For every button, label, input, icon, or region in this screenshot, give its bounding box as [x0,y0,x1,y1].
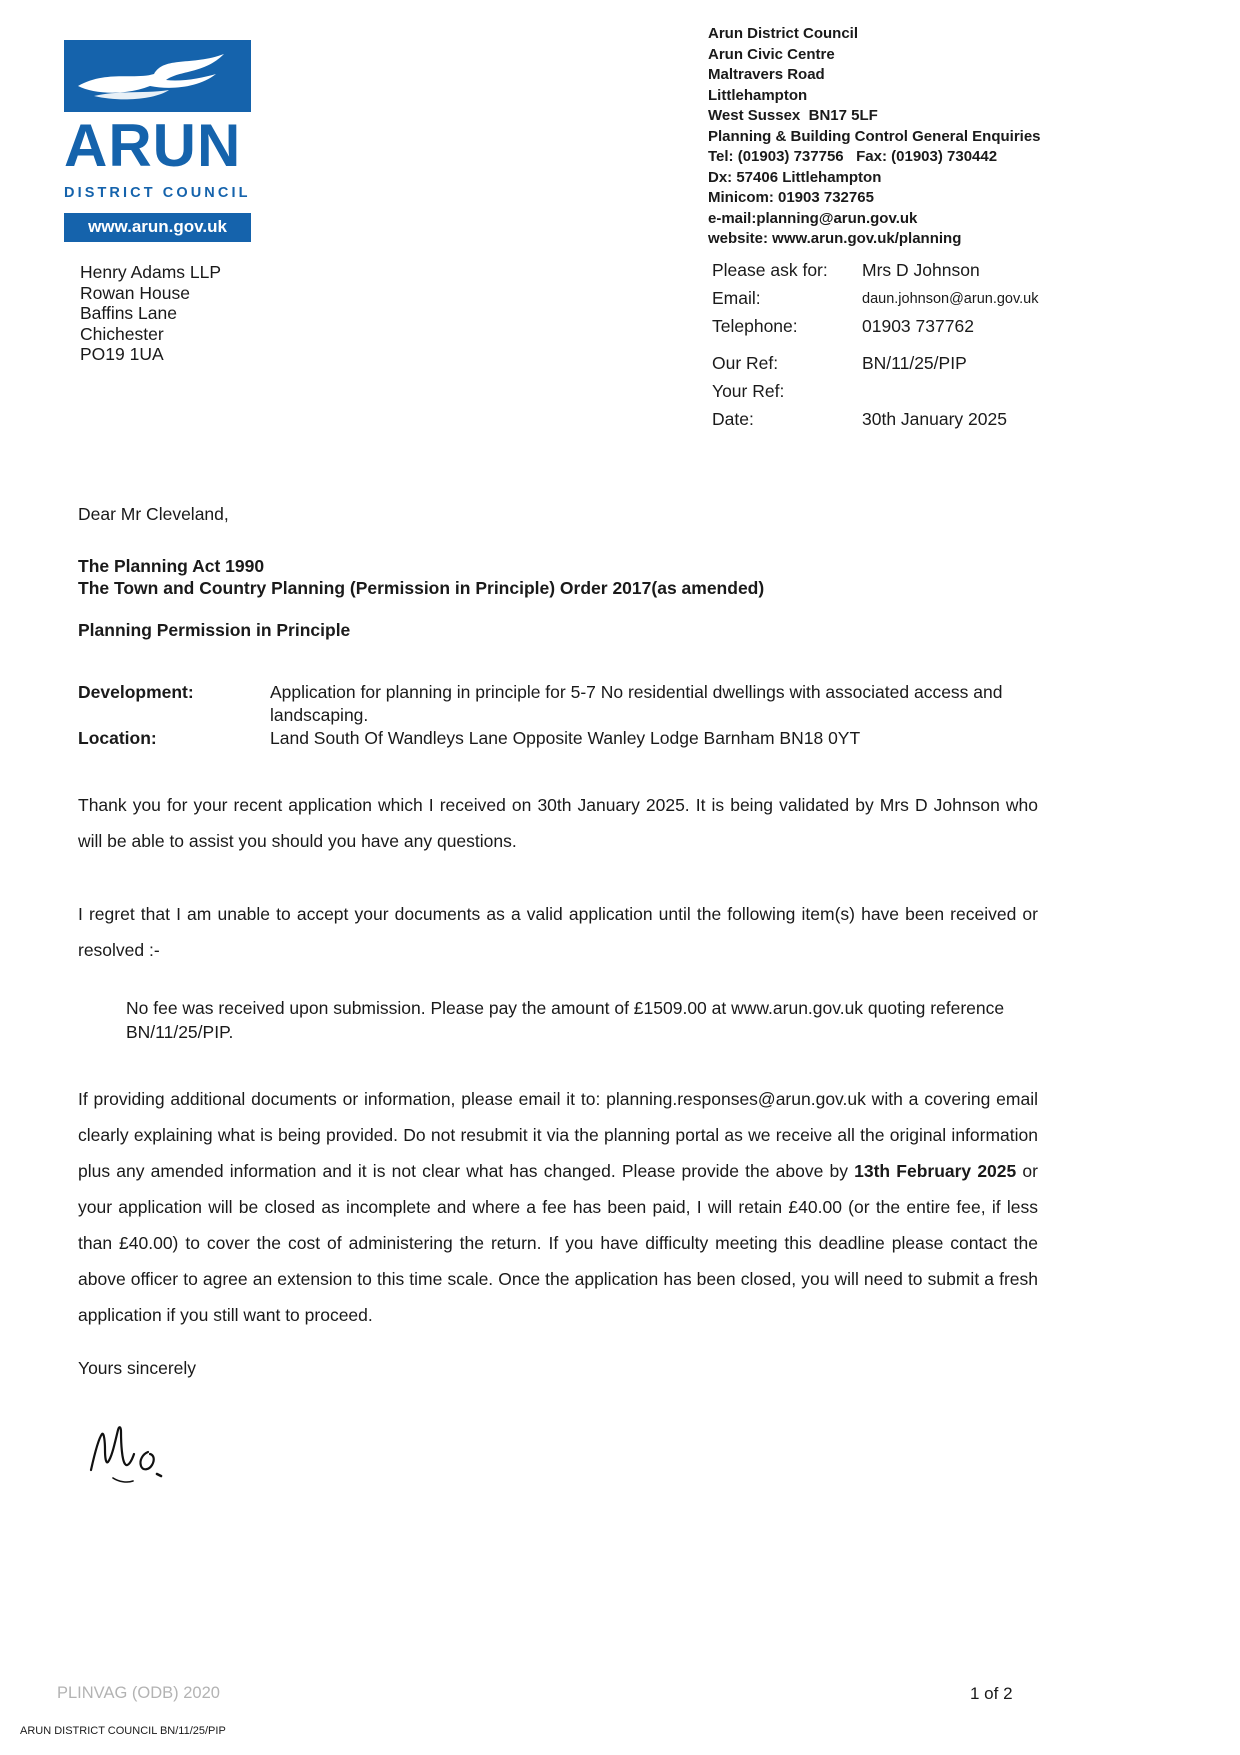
contact-row-date [712,409,1142,437]
contact-label: Telephone: [712,316,798,336]
logo-subtitle: DISTRICT COUNCIL [64,185,251,201]
act-line: The Planning Act 1990 [78,556,265,576]
contact-value: 30th January 2025 [862,409,1007,429]
development-value: Application for planning in principle for 5-7 No residential dwellings with associated access and landscaping. [270,682,1003,725]
paragraph-validation: Thank you for your recent application which I received on 30th January 2025. It is being validated by Mrs D Johnson who will be able to assist you should you have any questions. [78,795,1038,851]
logo-website-bar: www.arun.gov.uk [64,213,251,242]
contact-value: BN/11/25/PIP [862,353,967,373]
recipient-address-block [80,262,221,365]
council-address-line: Minicom: 01903 732765 [708,189,874,206]
location-value: Land South Of Wandleys Lane Opposite Wanley Lodge Barnham BN18 0YT [270,728,861,748]
logo-wordmark: ARUN [64,112,242,179]
signature-mark [85,1412,180,1492]
council-address-line: West Sussex BN17 5LF [708,107,878,124]
development-row [78,681,1038,727]
contact-row-ask-for [712,260,1142,288]
contact-label: Your Ref: [712,381,785,401]
paragraph-instructions [78,1081,1038,1333]
development-location-block [78,681,1038,750]
contact-label: Date: [712,409,754,429]
recipient-address-line: PO19 1UA [80,344,164,364]
council-address-line: Maltravers Road [708,66,825,83]
development-label: Development: [78,682,194,702]
council-address-line: Dx: 57406 Littlehampton [708,168,882,186]
contact-value: 01903 737762 [862,316,974,336]
paragraph-invalid-notice: I regret that I am unable to accept your documents as a valid application until the following item(s) have been received or resolved :- [78,904,1038,960]
contact-details-block [712,260,1142,437]
contact-label: Email: [712,288,761,308]
contact-row-telephone [712,316,1142,344]
page-number: 1 of 2 [970,1684,1013,1703]
council-address-line: Tel: (01903) 737756 Fax: (01903) 730442 [708,148,998,165]
location-label: Location: [78,728,157,748]
council-address-block [708,24,1128,250]
recipient-address-line: Rowan House [80,282,190,303]
contact-label: Please ask for: [712,260,828,280]
closing: Yours sincerely [78,1358,197,1378]
contact-row-email [712,288,1142,316]
council-address-line: Arun District Council [708,25,859,42]
recipient-address-line: Baffins Lane [80,303,177,323]
council-address-line: Arun Civic Centre [708,45,835,63]
council-address-line: e-mail:planning@arun.gov.uk [708,209,918,227]
contact-value: Mrs D Johnson [862,260,980,280]
deadline-date: 13th February 2025 [854,1161,1017,1181]
council-address-line: Littlehampton [708,86,808,104]
act-reference-block [78,555,1038,599]
form-code: PLINVAG (ODB) 2020 [57,1684,220,1702]
contact-row-your-ref [712,381,1142,409]
footer-reference: ARUN DISTRICT COUNCIL BN/11/25/PIP [20,1725,226,1737]
fee-required-note: No fee was received upon submission. Please pay the amount of £1509.00 at www.arun.gov.uk quoting reference BN/11/25/PIP. [126,998,1005,1042]
act-line: The Town and Country Planning (Permission in Principle) Order 2017(as amended) [78,578,765,598]
recipient-address-line: Henry Adams LLP [80,262,222,282]
council-logo [64,40,251,242]
council-address-line: website: www.arun.gov.uk/planning [708,230,962,247]
instructions-text-part1: If providing additional documents or information, please email it to: planning.responses@arun.gov.uk with a covering email clearly explaining what is being provided. Do not resubmit it via the planning portal as we receive all the original information plus any amended information and it is not clear what has changed. Please provide the above by [78,1089,1038,1181]
gull-logo-icon [64,40,251,112]
letter-heading: Planning Permission in Principle [78,620,351,640]
salutation: Dear Mr Cleveland, [78,504,229,524]
council-address-line: Planning & Building Control General Enquiries [708,127,1041,145]
contact-row-our-ref [712,353,1142,381]
contact-value: daun.johnson@arun.gov.uk [862,291,1039,307]
instructions-text-part2: or your application will be closed as incomplete and where a fee has been paid, I will retain £40.00 (or the entire fee, if less than £40.00) to cover the cost of administering the return. If you have difficulty meeting this deadline please contact the above officer to agree an extension to this time scale. Once the application has been closed, you will need to submit a fresh application if you still want to proceed. [78,1161,1038,1325]
contact-label: Our Ref: [712,353,779,373]
letter-body [78,497,1038,1379]
location-row [78,727,1038,750]
recipient-address-line: Chichester [80,323,164,344]
